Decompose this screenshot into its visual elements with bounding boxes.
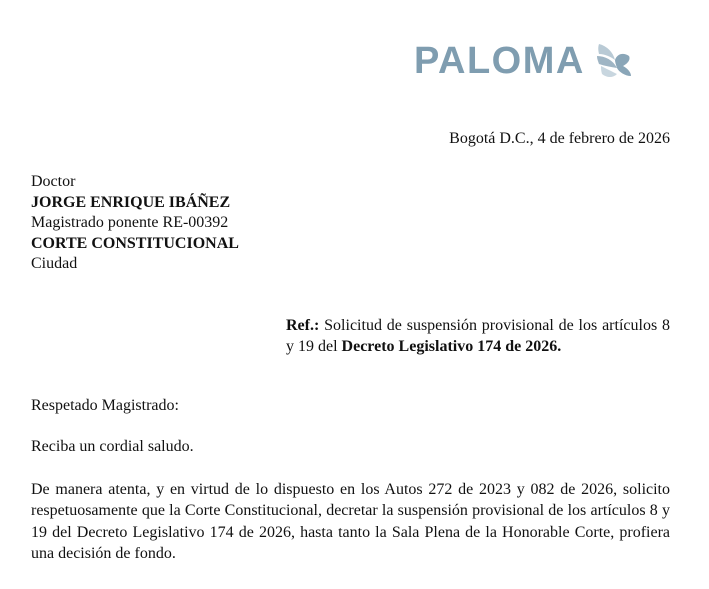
recipient-title: Doctor bbox=[31, 173, 76, 190]
recipient-block bbox=[31, 172, 239, 275]
reference-label: Ref.: bbox=[286, 317, 320, 334]
recipient-institution: CORTE CONSTITUCIONAL bbox=[31, 234, 239, 252]
recipient-name: JORGE ENRIQUE IBÁÑEZ bbox=[31, 193, 231, 211]
recipient-role: Magistrado ponente RE-00392 bbox=[31, 214, 229, 232]
reference-text: Solicitud de suspensión provisional de los artículos 8 y 19 del bbox=[286, 317, 671, 355]
logo-text: PALOMA bbox=[414, 40, 585, 82]
date-line: Bogotá D.C., 4 de febrero de 2026 bbox=[449, 130, 670, 147]
greeting: Reciba un cordial saludo. bbox=[31, 438, 194, 455]
reference-decree: Decreto Legislativo 174 de 2026. bbox=[341, 338, 562, 355]
body-paragraph: De manera atenta, y en virtud de lo dispuesto en los Autos 272 de 2023 y 082 de 2026, solicito respetuosamente que la Corte Constitucional, decretar la suspensión provisional de los artículos 8 y 19 del Decreto Legislativo 174 de 2026, hasta tanto la Sala Plena de la Honorable Corte, profiera una decisión de fondo. bbox=[31, 481, 670, 562]
reference-block bbox=[286, 315, 670, 357]
dove-icon bbox=[593, 40, 635, 82]
salutation: Respetado Magistrado: bbox=[31, 397, 179, 414]
letterhead-logo bbox=[414, 40, 635, 82]
recipient-city: Ciudad bbox=[31, 255, 78, 273]
